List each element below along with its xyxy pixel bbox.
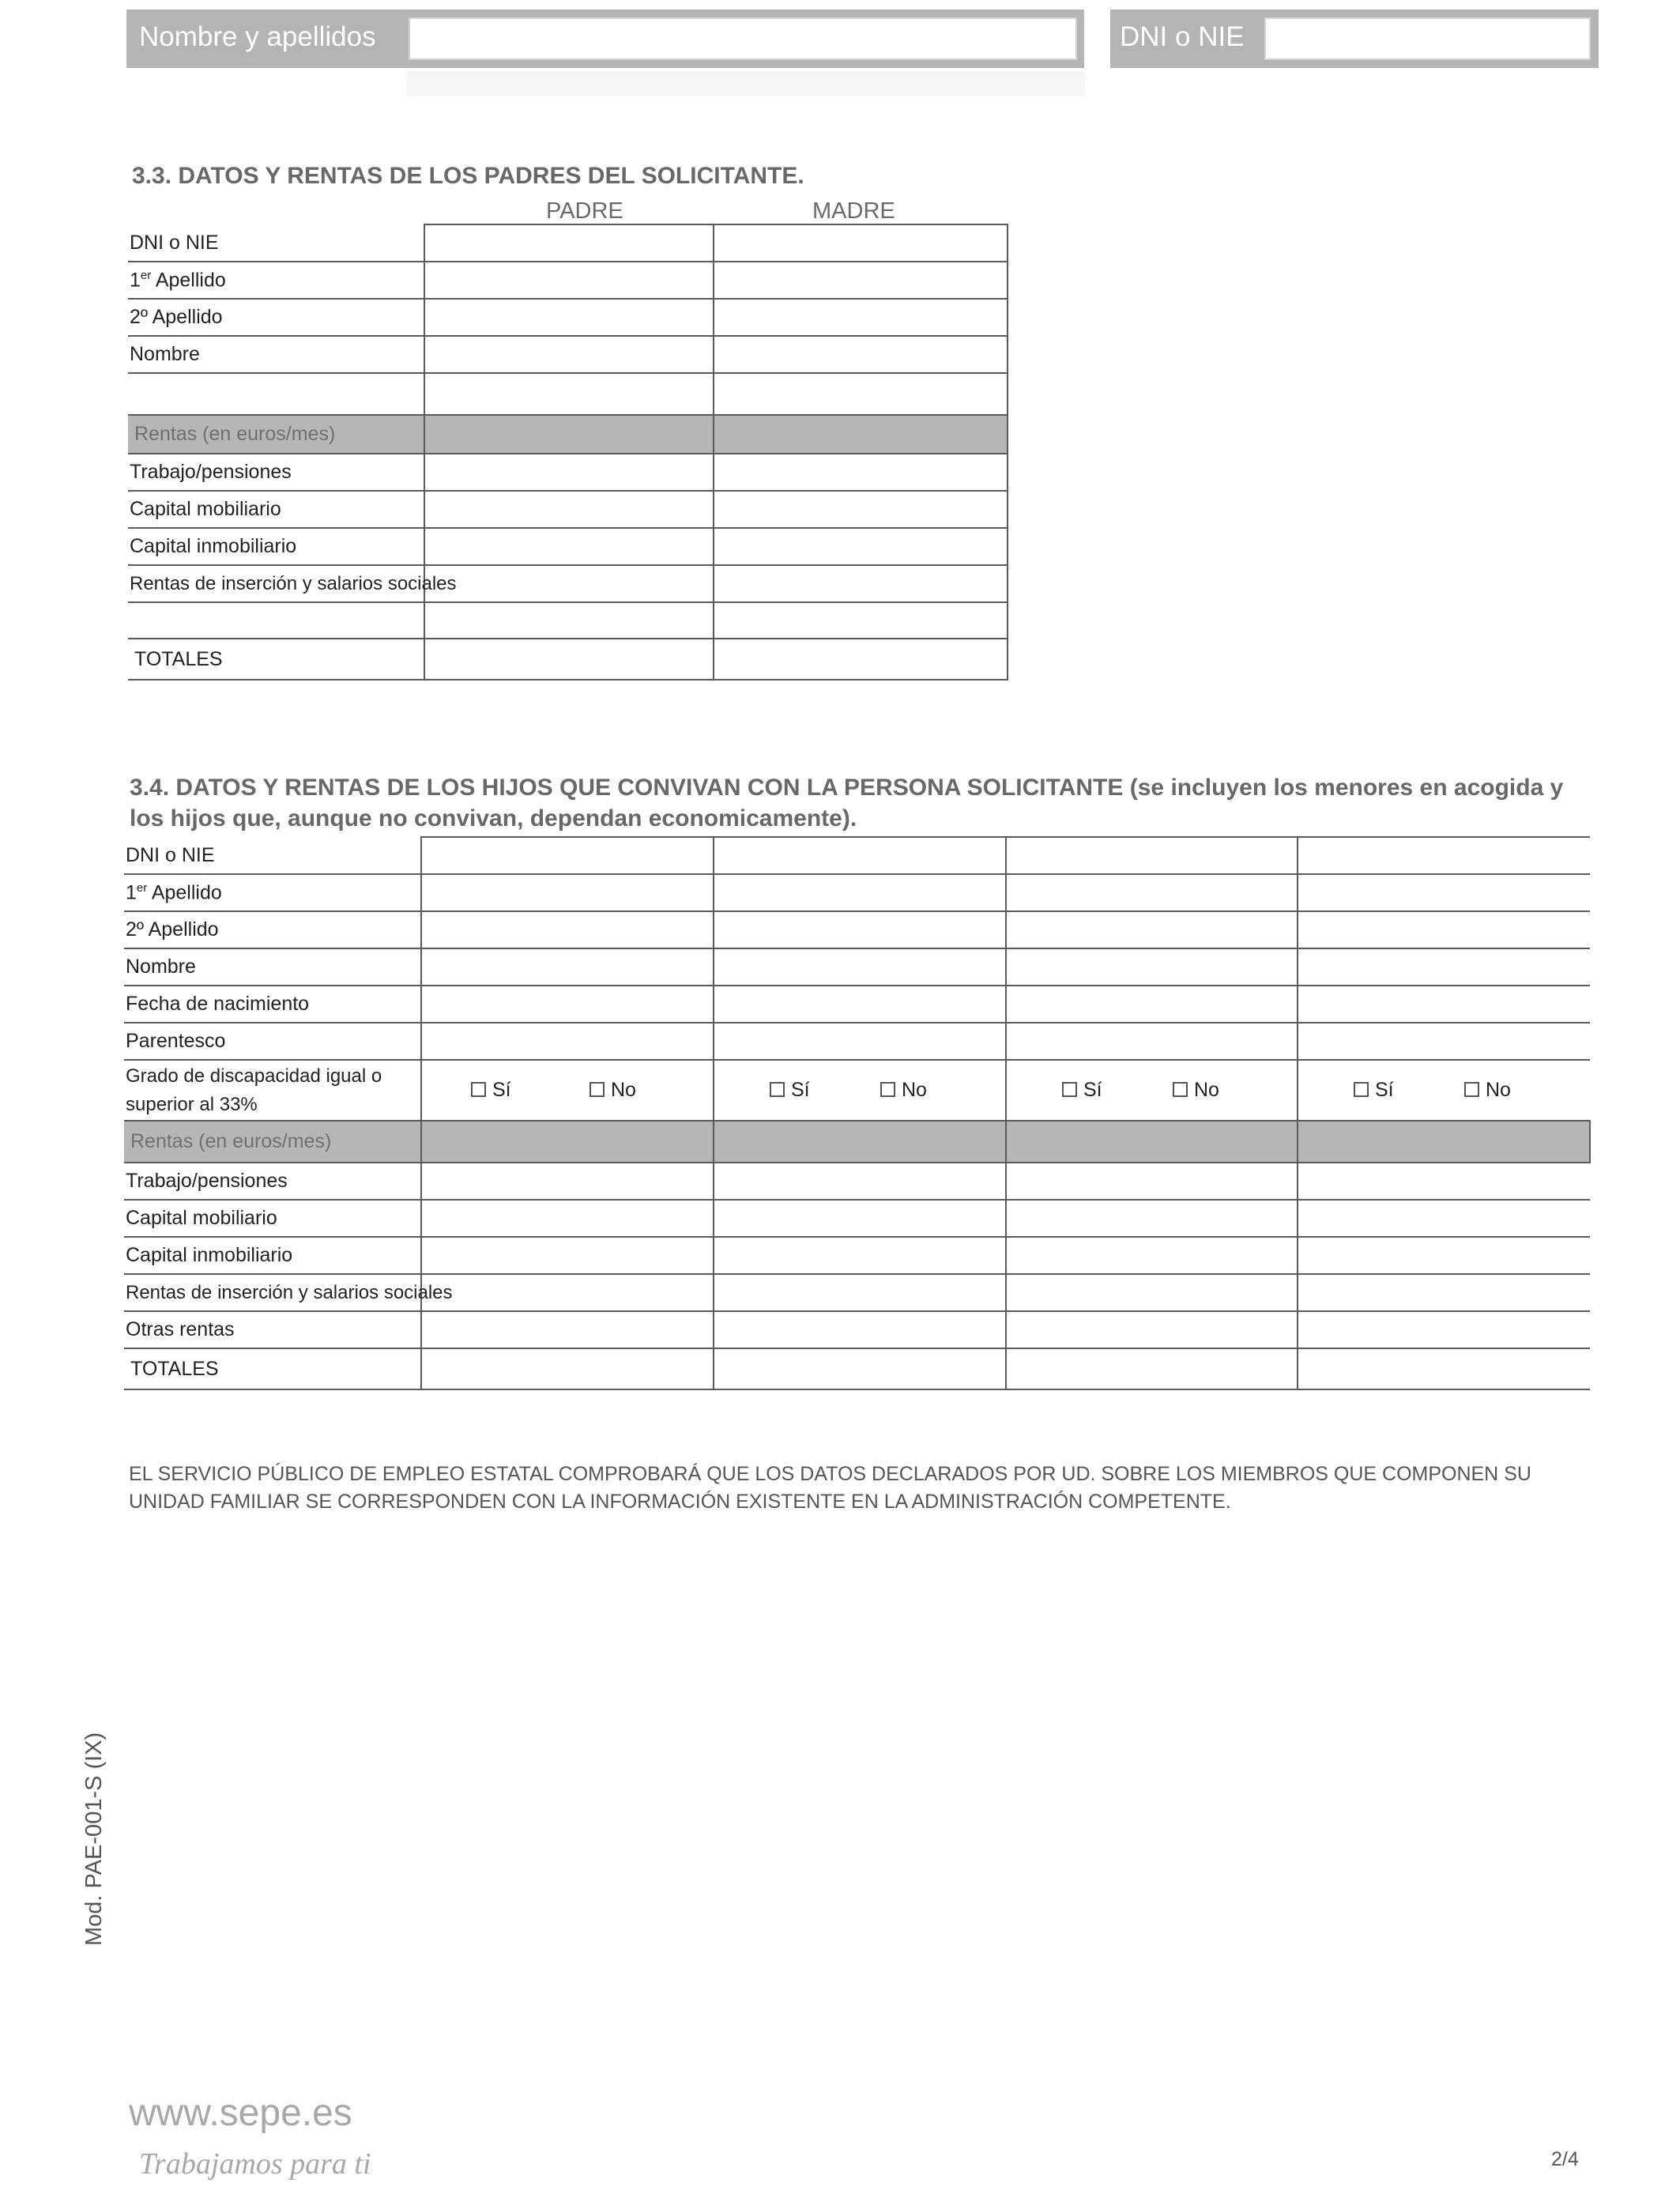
checkbox-icon [770,1082,785,1097]
rentas-madre-cell [714,415,1008,454]
child-cell[interactable] [421,948,714,986]
child-cell[interactable] [714,1163,1006,1200]
child-cell[interactable] [1006,1348,1298,1389]
rentas-cell [1298,1121,1590,1163]
child-cell[interactable] [714,874,1006,911]
table-row [124,1274,1590,1311]
child-cell[interactable] [714,911,1006,948]
table-row [124,986,1590,1023]
child-cell[interactable] [1006,874,1298,911]
table-row [128,528,1008,565]
table-row [124,1023,1590,1060]
name-label: Nombre y apellidos [139,21,376,52]
row-label [128,373,424,415]
totales-row [124,1348,1590,1389]
child-cell[interactable] [1298,1237,1590,1274]
row-label: Parentesco [124,1023,421,1060]
verification-notice: EL SERVICIO PÚBLICO DE EMPLEO ESTATAL COMPROBARÁ QUE LOS DATOS DECLARADOS POR UD. SOBRE LOS MIEMBROS QUE COMPONEN SU UNIDAD FAMILIAR SE CORRESPONDEN CON LA INFORMACIÓN EXISTENTE EN LA ADMINISTRACIÓN COMPETENTE. [129,1463,1531,1513]
no-checkbox[interactable]: No [590,1079,636,1101]
child-cell[interactable] [421,911,714,948]
id-label: DNI o NIE [1120,21,1245,52]
child-cell[interactable] [1298,1163,1590,1200]
child-1-disability [421,1060,714,1121]
row-label: Fecha de nacimiento [124,986,421,1023]
child-cell[interactable] [421,1274,714,1311]
child-cell[interactable] [421,874,714,911]
slogan: Trabajamos para ti [139,2147,371,2181]
row-label: 1er Apellido [128,262,424,299]
table-row [124,1163,1590,1200]
no-checkbox[interactable]: No [880,1079,927,1101]
madre-totales-cell[interactable] [714,639,1008,680]
madre-apellido2-cell[interactable] [714,299,1008,336]
id-field[interactable] [1264,17,1591,60]
child-cell[interactable] [714,837,1006,874]
rentas-padre-cell [424,415,714,454]
rentas-cell [421,1121,714,1163]
sepe-url[interactable]: www.sepe.es [129,2092,352,2134]
child-cell[interactable] [1298,1023,1590,1060]
table-row [124,874,1590,911]
child-cell[interactable] [1298,948,1590,986]
table-row [128,602,1008,639]
table-row [124,1200,1590,1237]
child-cell[interactable] [714,1200,1006,1237]
child-4-disability [1298,1060,1590,1121]
child-2-disability [714,1060,1006,1121]
padre-insercion-cell[interactable] [424,565,714,602]
child-cell[interactable] [1298,911,1590,948]
section-parents-title: 3.3. DATOS Y RENTAS DE LOS PADRES DEL SOLICITANTE. [132,163,804,189]
row-label: Capital inmobiliario [124,1237,421,1274]
child-cell[interactable] [714,948,1006,986]
child-cell[interactable] [1298,1348,1590,1389]
row-label: Rentas de inserción y salarios sociales [124,1274,421,1311]
row-label: Rentas de inserción y salarios sociales [128,565,424,602]
table-row [124,1237,1590,1274]
checkbox-icon [1173,1082,1188,1097]
row-label: DNI o NIE [124,837,421,874]
no-checkbox[interactable]: No [1173,1079,1219,1101]
padre-trabajo-cell[interactable] [424,454,714,491]
table-row [128,565,1008,602]
child-cell[interactable] [1298,1311,1590,1348]
child-3-disability [1006,1060,1298,1121]
table-row [124,1311,1590,1348]
madre-blank-cell[interactable] [714,373,1008,415]
padre-blank-cell[interactable] [424,373,714,415]
table-row [128,299,1008,336]
table-row [128,336,1008,373]
row-label: Capital inmobiliario [128,528,424,565]
form-model-code: Mod. PAE-001-S (IX) [81,1732,107,1946]
padre-apellido2-cell[interactable] [424,299,714,336]
checkbox-icon [1062,1082,1077,1097]
row-label [128,602,424,639]
children-table [124,836,1591,1390]
row-label: 1er Apellido [124,874,421,911]
madre-nombre-cell[interactable] [714,336,1008,373]
padre-apellido1-cell[interactable] [424,262,714,299]
padre-mobiliario-cell[interactable] [424,491,714,528]
child-cell[interactable] [1298,1274,1590,1311]
name-header-bar [126,9,1084,68]
rentas-header-row [128,415,1008,454]
padre-dni-cell[interactable] [424,224,714,262]
parents-table [128,224,1008,680]
child-cell[interactable] [1006,1274,1298,1311]
table-row [128,224,1008,262]
row-label: Nombre [124,948,421,986]
table-row [124,911,1590,948]
padre-blank2-cell[interactable] [424,602,714,639]
madre-blank2-cell[interactable] [714,602,1008,639]
child-cell[interactable] [714,1348,1006,1389]
table-row [128,491,1008,528]
child-cell[interactable] [1006,986,1298,1023]
yes-checkbox[interactable]: Sí [714,1079,880,1102]
child-cell[interactable] [714,1274,1006,1311]
child-cell[interactable] [1298,986,1590,1023]
table-row [128,262,1008,299]
yes-checkbox[interactable]: Sí [1007,1079,1173,1102]
row-label: DNI o NIE [128,224,424,262]
disability-label: Grado de discapacidad igual o superior al 33% [124,1060,421,1121]
no-checkbox[interactable]: No [1464,1079,1511,1101]
child-cell[interactable] [1006,1237,1298,1274]
child-cell[interactable] [421,1237,714,1274]
table-row [128,373,1008,415]
totales-label: TOTALES [124,1348,421,1389]
table-row [128,454,1008,491]
child-cell[interactable] [1298,874,1590,911]
child-cell[interactable] [714,1237,1006,1274]
checkbox-icon [880,1082,895,1097]
disability-row [124,1060,1590,1121]
id-header-bar [1110,9,1599,68]
child-cell[interactable] [1006,1200,1298,1237]
child-cell[interactable] [714,1311,1006,1348]
rentas-cell [714,1121,1006,1163]
child-cell[interactable] [421,1163,714,1200]
col-padre-header: PADRE [546,198,623,224]
child-cell[interactable] [1006,1023,1298,1060]
child-cell[interactable] [421,837,714,874]
madre-insercion-cell[interactable] [714,565,1008,602]
checkbox-icon [471,1082,486,1097]
child-cell[interactable] [714,1023,1006,1060]
child-cell[interactable] [1006,837,1298,874]
child-cell[interactable] [1006,948,1298,986]
name-field[interactable] [409,17,1077,60]
row-label: Capital mobiliario [124,1200,421,1237]
madre-dni-cell[interactable] [714,224,1008,262]
row-label: Otras rentas [124,1311,421,1348]
table-row [124,948,1590,986]
checkbox-icon [1354,1082,1369,1097]
checkbox-icon [590,1082,605,1097]
header-shadow [407,71,1085,96]
child-cell[interactable] [1298,1200,1590,1237]
yes-checkbox[interactable]: Sí [1298,1079,1464,1102]
child-cell[interactable] [421,986,714,1023]
row-label: Capital mobiliario [128,491,424,528]
child-cell[interactable] [1298,837,1590,874]
rentas-cell [1006,1121,1298,1163]
rentas-header-row [124,1121,1590,1163]
row-label: 2º Apellido [128,299,424,336]
madre-apellido1-cell[interactable] [714,262,1008,299]
madre-mobiliario-cell[interactable] [714,491,1008,528]
rentas-header-label: Rentas (en euros/mes) [128,415,424,454]
page-number: 2/4 [1551,2148,1579,2170]
child-cell[interactable] [714,986,1006,1023]
child-cell[interactable] [421,1348,714,1389]
yes-checkbox[interactable]: Sí [422,1079,590,1102]
row-label: Nombre [128,336,424,373]
checkbox-icon [1464,1082,1479,1097]
row-label: 2º Apellido [124,911,421,948]
madre-inmobiliario-cell[interactable] [714,528,1008,565]
rentas-header-label: Rentas (en euros/mes) [124,1121,421,1163]
col-madre-header: MADRE [812,198,895,224]
padre-nombre-cell[interactable] [424,336,714,373]
child-cell[interactable] [421,1200,714,1237]
child-cell[interactable] [421,1311,714,1348]
child-cell[interactable] [421,1023,714,1060]
padre-inmobiliario-cell[interactable] [424,528,714,565]
totales-row [128,639,1008,680]
row-label: Trabajo/pensiones [128,454,424,491]
row-label: Trabajo/pensiones [124,1163,421,1200]
table-row [124,837,1590,874]
madre-trabajo-cell[interactable] [714,454,1008,491]
child-cell[interactable] [1006,1311,1298,1348]
child-cell[interactable] [1006,1163,1298,1200]
section-children-title: 3.4. DATOS Y RENTAS DE LOS HIJOS QUE CONVIVAN CON LA PERSONA SOLICITANTE (se incluyen los menores en acogida y los hijos que, aunque no convivan, dependan economicamente). [130,775,1564,831]
child-cell[interactable] [1006,911,1298,948]
totales-label: TOTALES [128,639,424,680]
padre-totales-cell[interactable] [424,639,714,680]
